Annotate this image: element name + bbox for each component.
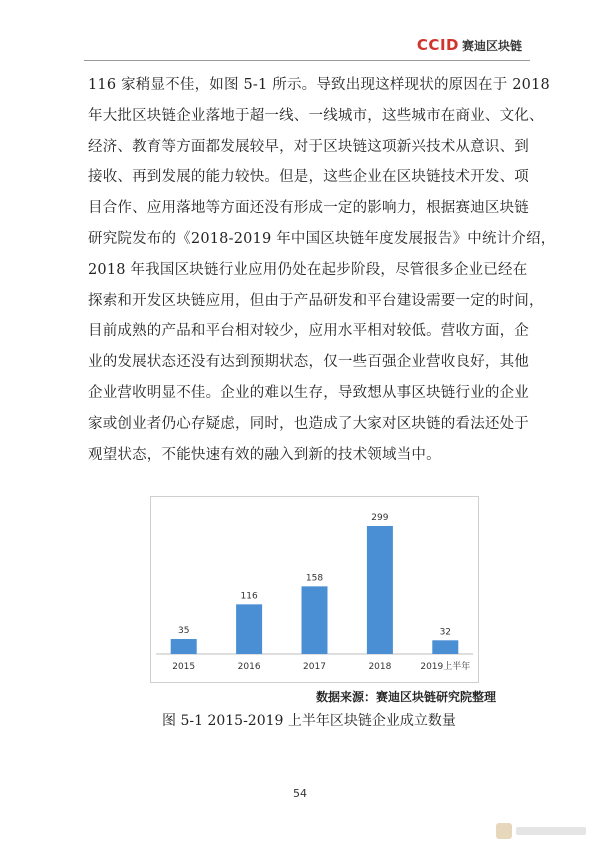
- data-label: 116: [240, 591, 258, 602]
- paragraph-line: 家或创业者仍心存疑虑，同时，也造成了大家对区块链的看法还处于: [88, 415, 529, 432]
- brand-subtitle: 赛迪区块链: [461, 39, 522, 53]
- paragraph-line: 116 家稍显不佳，如图 5-1 所示。导致出现这样现状的原因在于 2018: [88, 77, 550, 93]
- data-label: 35: [177, 626, 190, 637]
- x-tick-label: 2017: [303, 662, 326, 672]
- watermark-logo-icon: [496, 823, 512, 839]
- bar-2019上半年: [432, 640, 458, 654]
- bar-2015: [171, 639, 197, 654]
- paragraph-line: 目前成熟的产品和平台相对较少，应用水平相对较低。营收方面，企: [88, 323, 529, 340]
- bar-2017: [302, 586, 328, 654]
- paragraph-line: 业的发展状态还没有达到预期状态，仅一些百强企业营收良好，其他: [88, 354, 529, 371]
- header-brand: [417, 36, 522, 54]
- brand-logo-text: CCID: [416, 36, 459, 54]
- paragraph-line: 经济、教育等方面都发展较早，对于区块链这项新兴技术从意识、到: [88, 138, 529, 155]
- x-tick-label: 2015: [172, 662, 196, 672]
- paragraph-line: 观望状态，不能快速有效的融入到新的技术领域当中。: [88, 446, 441, 463]
- paragraph-line: 探索和开发区块链应用，但由于产品研发和平台建设需要一定的时间，: [88, 292, 544, 309]
- header-divider: [84, 60, 530, 61]
- x-tick-label: 2016: [237, 662, 261, 672]
- bar-2018: [367, 526, 393, 654]
- data-label: 299: [371, 512, 389, 523]
- x-tick-label: 2018: [368, 662, 392, 672]
- bar-chart: [150, 496, 479, 683]
- paragraph-line: 接收、再到发展的能力较快。但是，这些企业在区块链技术开发、项: [88, 169, 529, 186]
- paragraph-line: 2018 年我国区块链行业应用仍处在起步阶段，尽管很多企业已经在: [88, 261, 528, 278]
- data-source-note: 数据来源：赛迪区块链研究院整理: [316, 690, 497, 704]
- watermark-text-block: [516, 827, 586, 835]
- paragraph-line: 研究院发布的《2018-2019 年中国区块链年度发展报告》中统计介绍，: [88, 230, 556, 247]
- bar-chart-svg: [151, 497, 478, 682]
- figure-caption: 图 5-1 2015-2019 上半年区块链企业成立数量: [162, 713, 456, 729]
- watermark: [496, 820, 596, 842]
- paragraph-line: 企业营收明显不佳。企业的难以生存，导致想从事区块链行业的企业: [88, 384, 529, 401]
- paragraph-line: 年大批区块链企业落地于超一线、一线城市，这些城市在商业、文化、: [88, 107, 544, 124]
- paragraph-line: 目合作、应用落地等方面还没有形成一定的影响力，根据赛迪区块链: [88, 200, 529, 217]
- page-number: 54: [293, 787, 307, 800]
- data-label: 32: [439, 627, 452, 638]
- data-label: 158: [305, 573, 324, 584]
- body-paragraph: [88, 70, 556, 470]
- bar-2016: [236, 604, 262, 654]
- x-tick-label: 2019上半年: [420, 662, 471, 672]
